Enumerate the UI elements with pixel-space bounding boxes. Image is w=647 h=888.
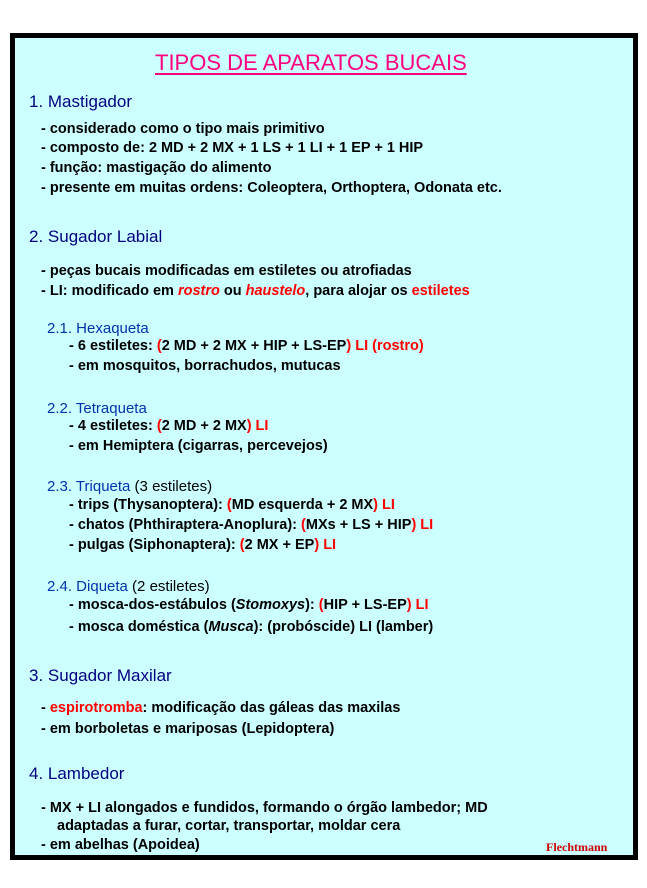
- subsection-2-1-line-2: - em mosquitos, borrachudos, mutucas: [69, 358, 341, 374]
- section-1-line-4: - presente em muitas ordens: Coleoptera, Orthoptera, Odonata etc.: [41, 180, 502, 196]
- section-3-line-1: - espirotromba: modificação das gáleas das maxilas: [41, 700, 401, 716]
- page-title: TIPOS DE APARATOS BUCAIS: [155, 50, 467, 75]
- section-1-line-3: - função: mastigação do alimento: [41, 160, 272, 176]
- section-2-heading: 2. Sugador Labial: [29, 227, 163, 246]
- subsection-2-3-line-1: - trips (Thysanoptera): (MD esquerda + 2 MX) LI: [69, 497, 395, 513]
- subsection-2-1-heading: 2.1. Hexaqueta: [47, 320, 149, 337]
- subsection-2-2-line-2: - em Hemiptera (cigarras, percevejos): [69, 438, 328, 454]
- subsection-2-3-line-3: - pulgas (Siphonaptera): (2 MX + EP) LI: [69, 537, 337, 553]
- section-3-line-2: - em borboletas e mariposas (Lepidoptera): [41, 721, 335, 737]
- section-2-line-1: - peças bucais modificadas em estiletes ou atrofiadas: [41, 263, 412, 279]
- content-panel: [10, 33, 638, 860]
- section-1-line-2: - composto de: 2 MD + 2 MX + 1 LS + 1 LI + 1 EP + 1 HIP: [41, 140, 424, 156]
- section-3-heading: 3. Sugador Maxilar: [29, 666, 172, 685]
- subsection-2-1-line-1: - 6 estiletes: (2 MD + 2 MX + HIP + LS-EP) LI (rostro): [69, 338, 424, 354]
- subsection-2-2-heading: 2.2. Tetraqueta: [47, 400, 147, 417]
- section-4-line-1: - MX + LI alongados e fundidos, formando o órgão lambedor; MD: [41, 800, 488, 816]
- author-signature: Flechtmann: [546, 840, 608, 854]
- subsection-2-2-line-1: - 4 estiletes: (2 MD + 2 MX) LI: [69, 418, 269, 434]
- subsection-2-3-heading: 2.3. Triqueta (3 estiletes): [47, 478, 213, 495]
- section-1-line-1: - considerado como o tipo mais primitivo: [41, 121, 325, 137]
- subsection-2-4-line-2: - mosca doméstica (Musca): (probóscide) LI (lamber): [69, 619, 434, 635]
- subsection-2-4-line-1: - mosca-dos-estábulos (Stomoxys): (HIP + LS-EP) LI: [69, 597, 429, 613]
- subsection-2-4-heading: 2.4. Diqueta (2 estiletes): [47, 578, 210, 595]
- section-4-line-1-continued: adaptadas a furar, cortar, transportar, moldar cera: [57, 818, 401, 834]
- subsection-2-3-line-2: - chatos (Phthiraptera-Anoplura): (MXs + LS + HIP) LI: [69, 517, 434, 533]
- section-2-line-2: - LI: modificado em rostro ou haustelo, para alojar os estiletes: [41, 283, 470, 299]
- section-1-heading: 1. Mastigador: [29, 92, 132, 111]
- section-4-heading: 4. Lambedor: [29, 764, 125, 783]
- section-4-line-2: - em abelhas (Apoidea): [41, 837, 200, 853]
